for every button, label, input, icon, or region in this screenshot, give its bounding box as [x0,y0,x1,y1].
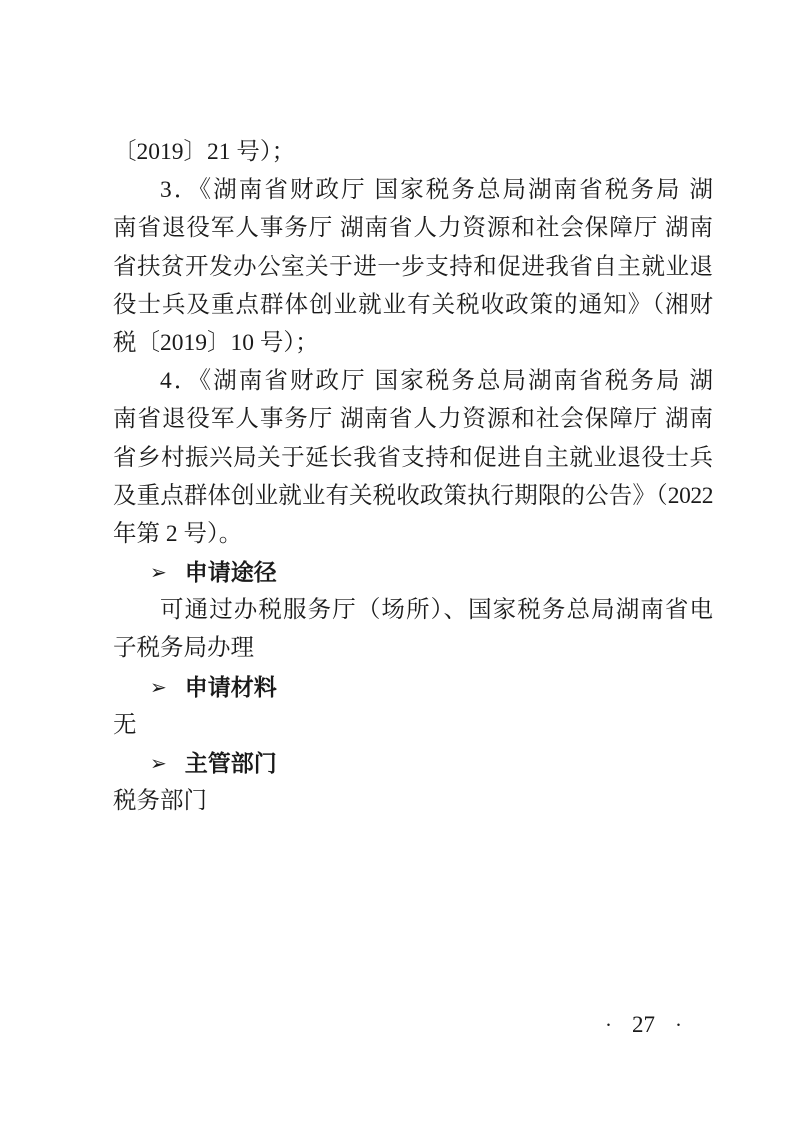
arrow-bullet-icon: ➢ [150,676,167,699]
doc-line-channel-2: 子税务局办理 [113,635,254,662]
section-heading-label: 主管部门 [184,750,277,776]
page-number-right-dot: · [675,1013,682,1037]
section-heading-application-channel [113,553,713,591]
doc-line-item3-1: 3．《湖南省财政厅 国家税务总局湖南省税务局 湖 [160,177,713,204]
section-heading-competent-department [113,744,713,782]
doc-line-item4-1: 4．《湖南省财政厅 国家税务总局湖南省税务局 湖 [160,368,713,395]
text-block [113,133,713,820]
doc-line-department-tax: 税务部门 [113,788,207,815]
arrow-bullet-icon: ➢ [150,753,167,775]
doc-line-item3-5: 税〔2019〕10 号）； [113,329,319,356]
doc-line-ref2-number: 〔2019〕21 号）； [113,139,296,165]
doc-line-item4-4: 及重点群体创业就业有关税收政策执行期限的公告》（2022 [113,482,713,509]
doc-line-item3-2: 南省退役军人事务厅 湖南省人力资源和社会保障厅 湖南 [113,215,713,242]
page-number [605,1012,682,1038]
doc-line-item4-3: 省乡村振兴局关于延长我省支持和促进自主就业退役士兵 [113,444,713,471]
section-heading-label: 申请材料 [184,673,277,700]
page-number-value: 27 [632,1012,655,1037]
doc-line-item4-2: 南省退役军人事务厅 湖南省人力资源和社会保障厅 湖南 [113,406,713,433]
arrow-bullet-icon: ➢ [150,562,167,585]
doc-line-item3-3: 省扶贫开发办公室关于进一步支持和促进我省自主就业退 [113,253,713,280]
doc-line-item3-4: 役士兵及重点群体创业就业有关税收政策的通知》（湘财 [113,291,713,318]
section-heading-label: 申请途径 [184,559,277,586]
doc-line-channel-1: 可通过办税服务厅（场所）、国家税务总局湖南省电 [160,597,713,624]
section-heading-application-materials [113,668,713,706]
page-number-left-dot: · [605,1013,612,1037]
doc-line-item4-5: 年第 2 号）。 [113,520,243,547]
doc-line-materials-none: 无 [113,711,137,738]
